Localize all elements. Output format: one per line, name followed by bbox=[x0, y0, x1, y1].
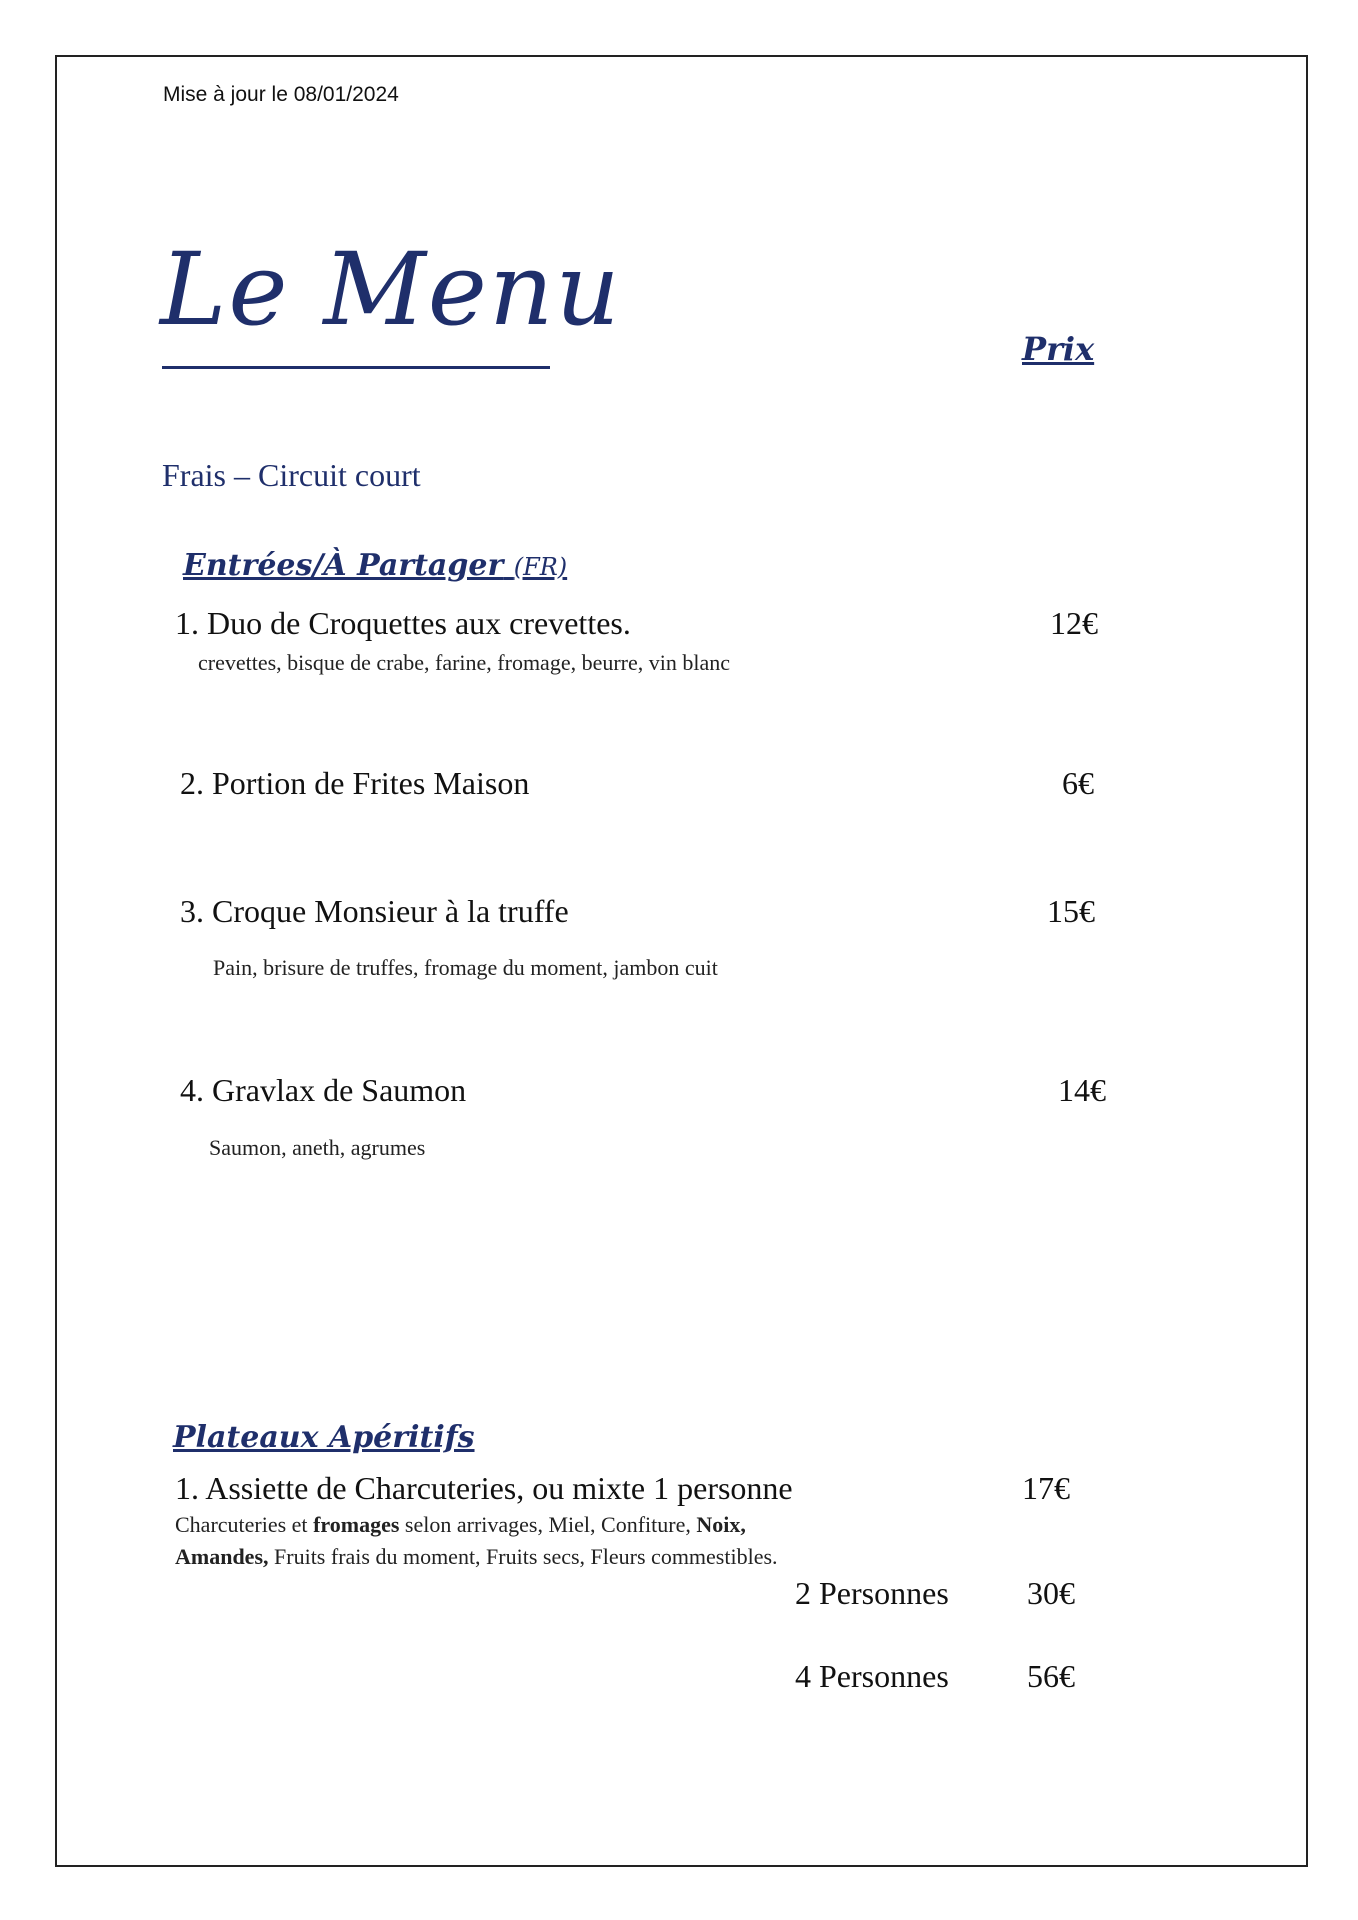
section-heading-plateaux: Plateaux Apéritifs bbox=[173, 1420, 475, 1455]
menu-item-price: 12€ bbox=[1050, 605, 1098, 641]
section-heading-text: Entrées/À Partager bbox=[183, 548, 504, 583]
price-column-header: Prix bbox=[1022, 330, 1095, 368]
title-underline bbox=[162, 366, 550, 369]
description-bold: fromages bbox=[313, 1512, 400, 1537]
menu-subtitle: Frais – Circuit court bbox=[162, 457, 421, 493]
option-label: 4 Personnes bbox=[795, 1658, 949, 1694]
menu-item-price: 17€ bbox=[1022, 1470, 1070, 1506]
update-date: Mise à jour le 08/01/2024 bbox=[163, 83, 399, 106]
description-bold: Amandes, bbox=[175, 1544, 269, 1569]
menu-item-description-line bbox=[175, 1544, 778, 1570]
section-heading-entrees bbox=[183, 548, 567, 583]
menu-item-name: 1. Duo de Croquettes aux crevettes. bbox=[175, 605, 631, 641]
option-price: 30€ bbox=[1027, 1575, 1075, 1611]
menu-item-price: 6€ bbox=[1062, 765, 1094, 801]
menu-item-price: 15€ bbox=[1047, 893, 1095, 929]
description-text: Charcuteries et bbox=[175, 1512, 314, 1537]
menu-item-name: 1. Assiette de Charcuteries, ou mixte 1 personne bbox=[175, 1470, 793, 1506]
menu-item-description: Pain, brisure de truffes, fromage du moment, jambon cuit bbox=[213, 955, 718, 980]
menu-item-name: 4. Gravlax de Saumon bbox=[180, 1072, 467, 1108]
option-label: 2 Personnes bbox=[795, 1575, 949, 1611]
menu-item-name: 2. Portion de Frites Maison bbox=[180, 765, 530, 801]
option-price: 56€ bbox=[1027, 1658, 1075, 1694]
description-text: Fruits frais du moment, Fruits secs, Fleurs commestibles. bbox=[268, 1544, 778, 1569]
description-text: selon arrivages, Miel, Confiture, bbox=[399, 1512, 697, 1537]
description-bold: Noix, bbox=[696, 1512, 746, 1537]
menu-item-name: 3. Croque Monsieur à la truffe bbox=[180, 893, 569, 929]
section-heading-note: (FR) bbox=[513, 553, 568, 581]
menu-title: Le Menu bbox=[160, 231, 622, 348]
menu-item-description-line bbox=[175, 1512, 746, 1538]
menu-item-price: 14€ bbox=[1058, 1072, 1106, 1108]
menu-item-description: Saumon, aneth, agrumes bbox=[209, 1135, 426, 1160]
menu-item-description: crevettes, bisque de crabe, farine, fromage, beurre, vin blanc bbox=[198, 650, 731, 675]
